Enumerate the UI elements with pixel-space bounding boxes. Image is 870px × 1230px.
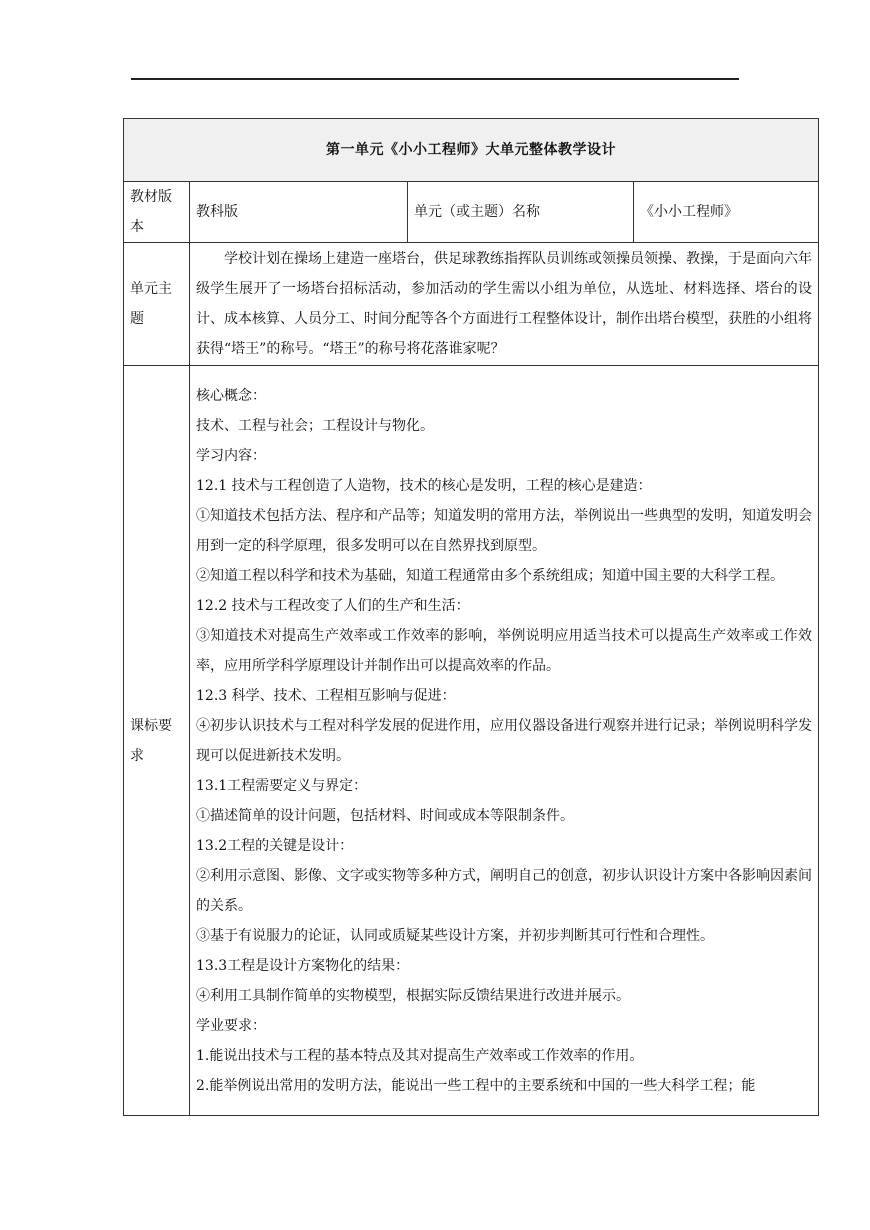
standard-line: ④利用工具制作简单的实物模型，根据实际反馈结果进行改进并展示。 (196, 987, 630, 1004)
standard-line: 13.3工程是设计方案物化的结果： (196, 957, 410, 974)
unit-theme-text: 学校计划在操场上建造一座塔台，供足球教练指挥队员训练或领操员领操、教操，于是面向六年级学生展开了一场塔台招标活动，参加活动的学生需以小组为单位，从选址、材料选择、塔台的设计、成本核算、人员分工、时间分配等各个方面进行工程整体设计，制作出塔台模型，获胜的小组将获得“塔王”的称号。“塔王”的称号将花落谁家呢？ (196, 251, 812, 357)
standard-line: 学习内容： (196, 447, 266, 464)
curriculum-standard-cell (190, 366, 819, 1116)
standard-line: 12.2 技术与工程改变了人们的生产和生活： (196, 597, 470, 614)
standard-line: 学业要求： (196, 1017, 266, 1034)
standard-line: ①知道技术包括方法、程序和产品等；知道发明的常用方法，举例说出一些典型的发明，知道发明会用到一定的科学原理，很多发明可以在自然界找到原型。 (196, 507, 812, 554)
standard-line: 13.2工程的关键是设计： (196, 837, 354, 854)
standard-line: 技术、工程与社会；工程设计与物化。 (196, 417, 434, 434)
standard-line: ④初步认识技术与工程对科学发展的促进作用，应用仪器设备进行观察并进行记录；举例说明科学发现可以促进新技术发明。 (196, 717, 812, 764)
unit-name-value: 《小小工程师》 (634, 182, 819, 243)
standard-line: 1.能说出技术与工程的基本特点及其对提高生产效率或工作效率的作用。 (196, 1047, 644, 1064)
unit-name-label: 单元（或主题）名称 (408, 182, 634, 243)
textbook-version-value: 教科版 (190, 182, 408, 243)
standard-line: 核心概念： (196, 387, 266, 404)
unit-theme-label: 单元主题 (124, 243, 190, 366)
standard-line: ①描述简单的设计问题，包括材料、时间或成本等限制条件。 (196, 807, 574, 824)
unit-theme-cell (190, 243, 819, 366)
curriculum-standard-label: 课标要求 (124, 366, 190, 1116)
standard-line: 12.3 科学、技术、工程相互影响与促进： (196, 687, 456, 704)
design-table (123, 118, 819, 1116)
textbook-version-label: 教材版本 (124, 182, 190, 243)
standard-line: ③知道技术对提高生产效率或工作效率的影响，举例说明应用适当技术可以提高生产效率或工作效率，应用所学科学原理设计并制作出可以提高效率的作品。 (196, 627, 812, 674)
document-title: 第一单元《小小工程师》大单元整体教学设计 (124, 119, 819, 182)
standard-line: 13.1工程需要定义与界定： (196, 777, 368, 794)
standard-line: ②利用示意图、影像、文字或实物等多种方式，阐明自己的创意，初步认识设计方案中各影响因素间的关系。 (196, 867, 812, 914)
standard-line: ②知道工程以科学和技术为基础，知道工程通常由多个系统组成；知道中国主要的大科学工程。 (196, 567, 784, 584)
standard-line: 2.能举例说出常用的发明方法，能说出一些工程中的主要系统和中国的一些大科学工程；能 (196, 1077, 756, 1094)
standard-line: ③基于有说服力的论证，认同或质疑某些设计方案，并初步判断其可行性和合理性。 (196, 927, 714, 944)
standard-line: 12.1 技术与工程创造了人造物，技术的核心是发明，工程的核心是建造： (196, 477, 652, 494)
header-rule (131, 78, 739, 80)
